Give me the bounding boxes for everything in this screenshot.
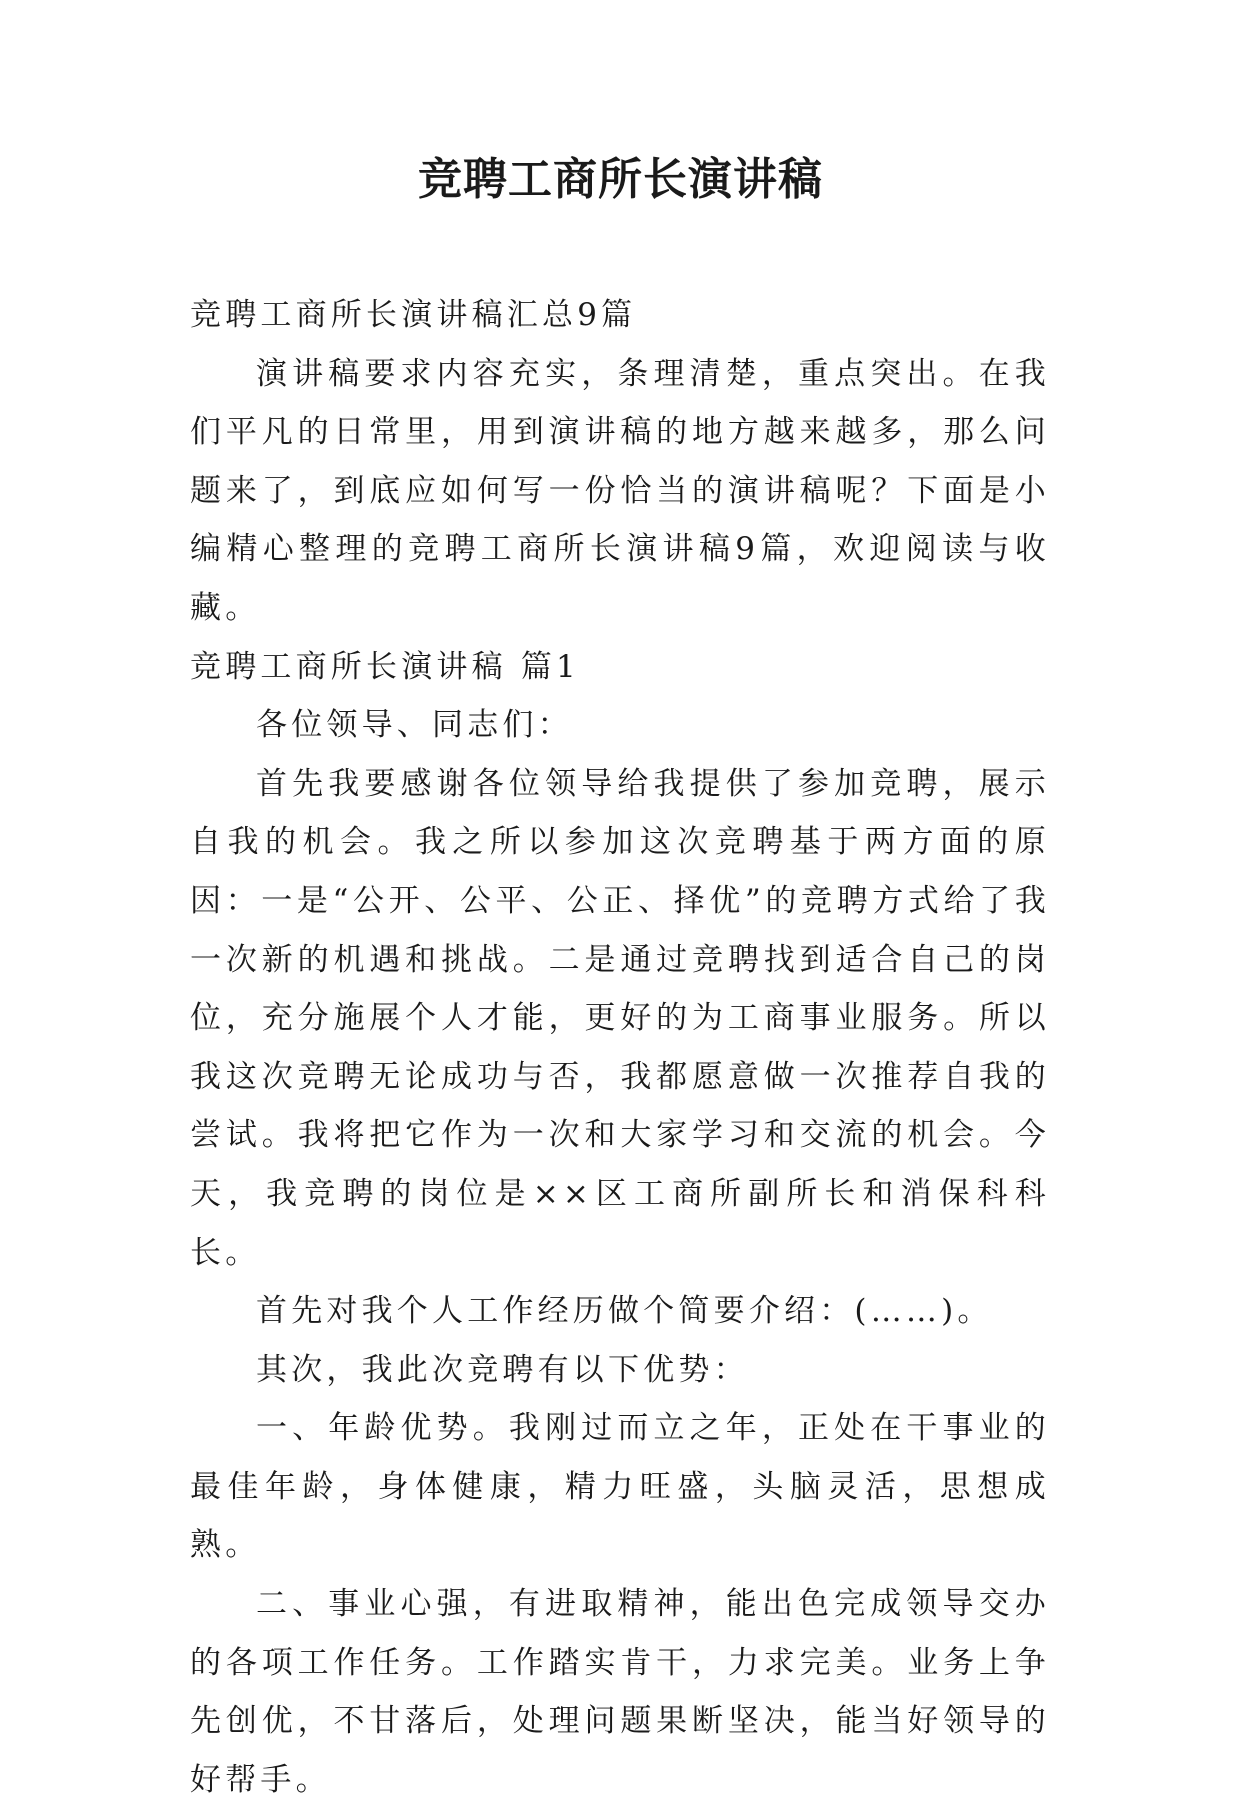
body-paragraph: 首先对我个人工作经历做个简要介绍：(……)。 xyxy=(256,1293,993,1330)
body-paragraph: 其次，我此次竞聘有以下优势： xyxy=(256,1351,749,1388)
section-heading: 竞聘工商所长演讲稿 篇1 xyxy=(190,648,580,685)
document-title: 竞聘工商所长演讲稿 xyxy=(418,154,823,205)
salutation: 各位领导、同志们： xyxy=(256,707,573,744)
body-paragraph: 首先我要感谢各位领导给我提供了参加竞聘，展示自我的机会。我之所以参加这次竞聘基于两方面的原因：一是“公开、公平、公正、择优”的竞聘方式给了我一次新的机遇和挑战。二是通过竞聘找到适合自己的岗位，充分施展个人才能，更好的为工商事业服务。所以我这次竞聘无论成功与否，我都愿意做一次推荐自我的尝试。我将把它作为一次和大家学习和交流的机会。今天，我竞聘的岗位是××区工商所副所长和消保科科长。 xyxy=(190,765,1050,1271)
body-paragraph: 一、年龄优势。我刚过而立之年，正处在干事业的最佳年龄，身体健康，精力旺盛，头脑灵活，思想成熟。 xyxy=(190,1410,1050,1564)
subtitle-line: 竞聘工商所长演讲稿汇总9篇 xyxy=(190,297,637,333)
document-body xyxy=(190,286,1050,1809)
body-paragraph: 二、事业心强，有进取精神，能出色完成领导交办的各项工作任务。工作踏实肯干，力求完美。业务上争先创优，不甘落后，处理问题果断坚决，能当好领导的好帮手。 xyxy=(190,1586,1050,1798)
intro-paragraph: 演讲稿要求内容充实，条理清楚，重点突出。在我们平凡的日常里，用到演讲稿的地方越来越多，那么问题来了，到底应如何写一份恰当的演讲稿呢？下面是小编精心整理的竞聘工商所长演讲稿9篇，欢迎阅读与收藏。 xyxy=(190,355,1050,626)
